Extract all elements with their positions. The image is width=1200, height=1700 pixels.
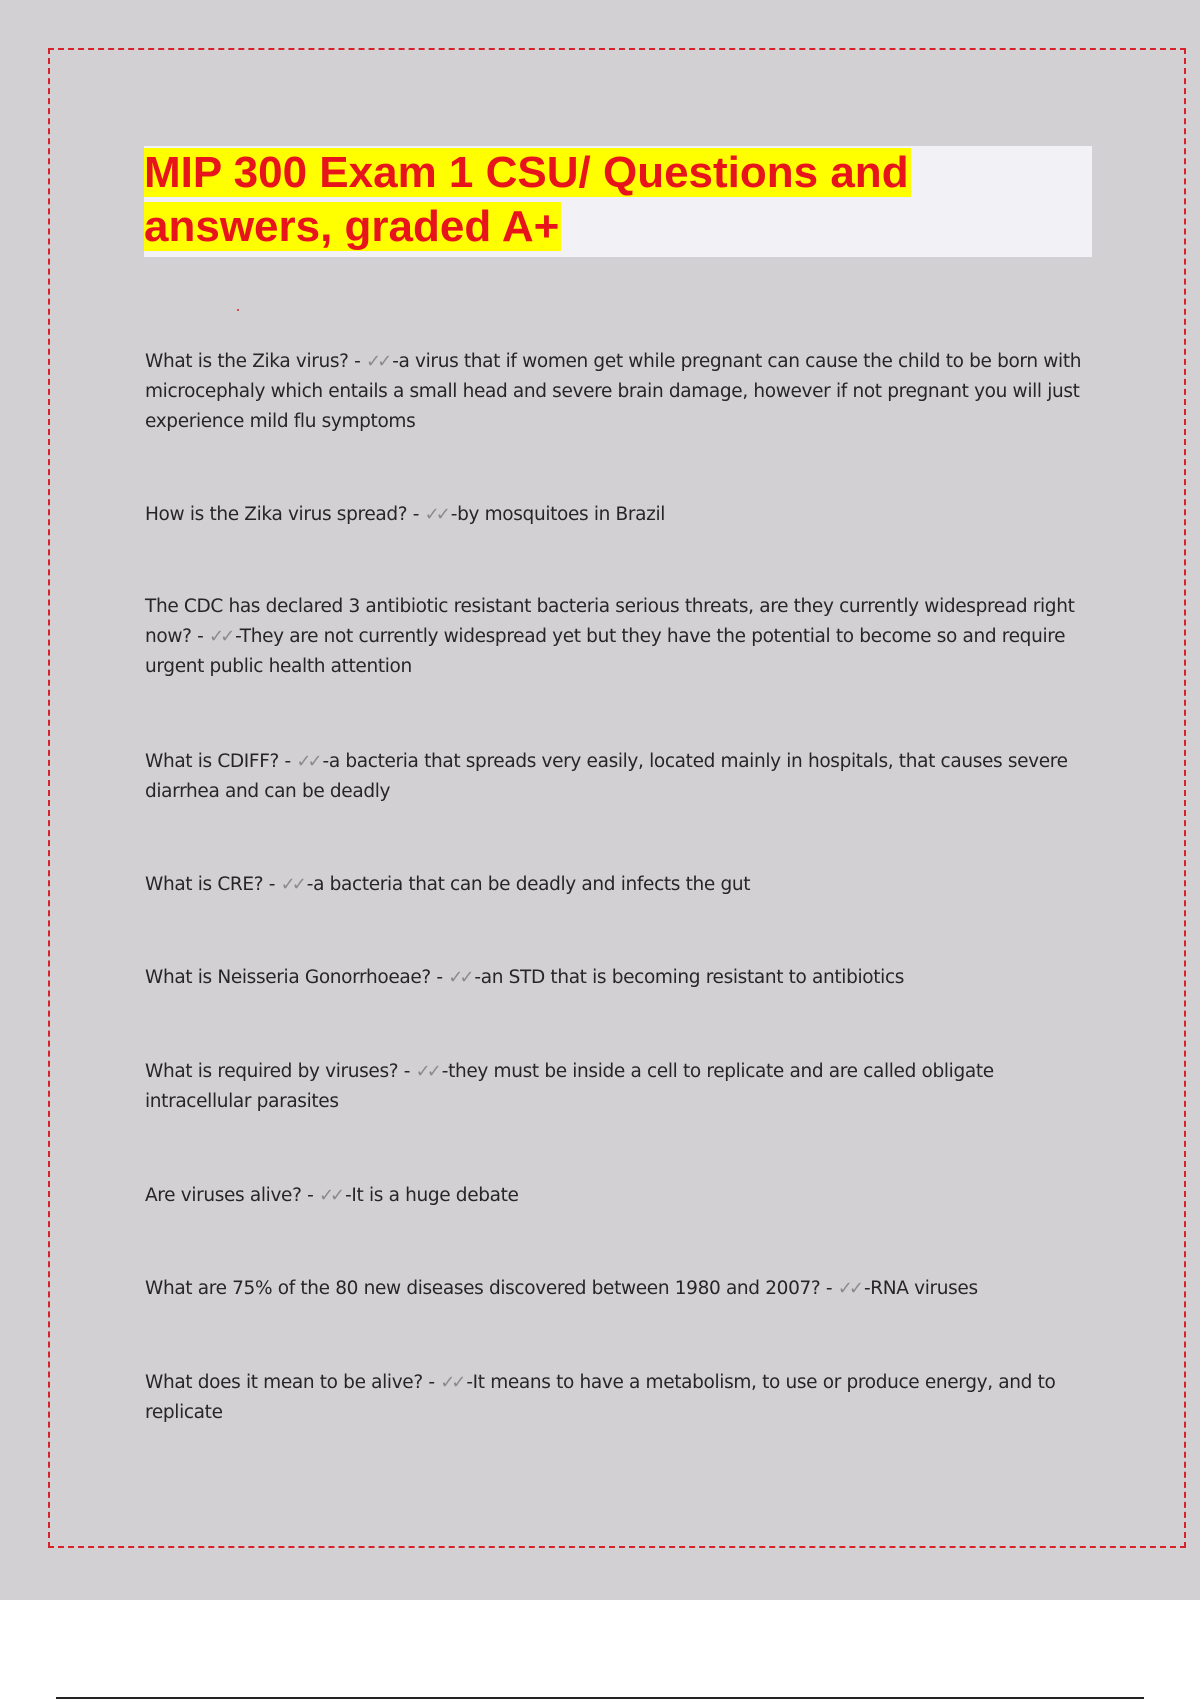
document-title bbox=[144, 146, 1064, 254]
answer: -a virus that if women get while pregnant can cause the child to be born with microcephaly which entails a small head and severe brain damage, however if not pregnant you will just experience mild flu symptoms bbox=[145, 351, 1082, 432]
check-icon: ✓✓ bbox=[440, 1372, 463, 1393]
separator: - bbox=[268, 874, 276, 895]
check-icon: ✓✓ bbox=[208, 626, 232, 647]
answer: -by mosquitoes in Brazil bbox=[450, 504, 666, 525]
qa-item bbox=[145, 1368, 1093, 1428]
check-icon: ✓✓ bbox=[296, 751, 319, 772]
separator: - bbox=[436, 967, 443, 988]
separator: - bbox=[284, 751, 291, 772]
qa-item bbox=[145, 963, 1093, 993]
answer: -RNA viruses bbox=[863, 1278, 978, 1299]
question: What is Neisseria Gonorrhoeae? bbox=[145, 967, 431, 988]
question: Are viruses alive? bbox=[145, 1185, 302, 1206]
stray-mark bbox=[237, 309, 239, 311]
title-highlight: MIP 300 Exam 1 CSU/ Questions and answers, graded A+ bbox=[144, 148, 909, 251]
separator: - bbox=[428, 1372, 435, 1393]
question: What is required by viruses? bbox=[145, 1061, 399, 1082]
question: What are 75% of the 80 new diseases discovered between 1980 and 2007? bbox=[145, 1278, 821, 1299]
answer: -a bacteria that spreads very easily, located mainly in hospitals, that causes severe diarrhea and can be deadly bbox=[145, 751, 1068, 802]
question: What is CDIFF? bbox=[145, 751, 279, 772]
separator: - bbox=[197, 626, 204, 647]
check-icon: ✓✓ bbox=[424, 504, 447, 525]
check-icon: ✓✓ bbox=[448, 967, 471, 988]
answer: -a bacteria that can be deadly and infects the gut bbox=[306, 874, 751, 895]
answer: -an STD that is becoming resistant to antibiotics bbox=[474, 967, 905, 988]
separator: - bbox=[307, 1185, 314, 1206]
separator: - bbox=[354, 351, 361, 372]
separator: - bbox=[412, 504, 420, 525]
check-icon: ✓✓ bbox=[366, 351, 389, 372]
question: What is CRE? bbox=[145, 874, 264, 895]
qa-item bbox=[145, 347, 1093, 437]
check-icon: ✓✓ bbox=[318, 1185, 342, 1206]
check-icon: ✓✓ bbox=[280, 874, 303, 895]
qa-item bbox=[145, 500, 1093, 530]
qa-item bbox=[145, 1181, 1093, 1211]
separator: - bbox=[403, 1061, 411, 1082]
question: What does it mean to be alive? bbox=[145, 1372, 423, 1393]
check-icon: ✓✓ bbox=[837, 1278, 860, 1299]
check-icon: ✓✓ bbox=[415, 1061, 438, 1082]
next-page-divider bbox=[56, 1697, 1144, 1699]
answer: -It is a huge debate bbox=[345, 1185, 519, 1206]
question: How is the Zika virus spread? bbox=[145, 504, 408, 525]
qa-item bbox=[145, 1057, 1093, 1117]
question: The CDC has declared 3 antibiotic resistant bacteria serious threats, are they currently widespread right now? bbox=[145, 596, 1075, 647]
answer: -They are not currently widespread yet but they have the potential to become so and require urgent public health attention bbox=[145, 626, 1066, 677]
answer: -It means to have a metabolism, to use or produce energy, and to replicate bbox=[145, 1372, 1056, 1423]
qa-item bbox=[145, 1274, 1093, 1304]
qa-item bbox=[145, 747, 1093, 807]
separator: - bbox=[825, 1278, 833, 1299]
qa-item bbox=[145, 592, 1093, 682]
qa-item bbox=[145, 870, 1093, 900]
question: What is the Zika virus? bbox=[145, 351, 349, 372]
answer: -they must be inside a cell to replicate and are called obligate intracellular parasites bbox=[145, 1061, 994, 1112]
